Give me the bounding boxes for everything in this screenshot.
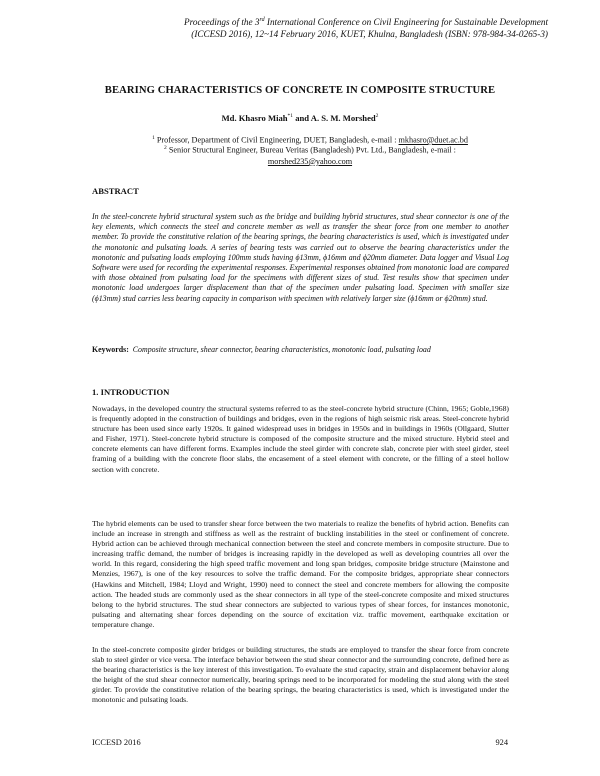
footer-page-number: 924	[495, 738, 508, 747]
email-link-1[interactable]: mkhasro@duet.ac.bd	[398, 135, 468, 145]
intro-paragraph-3: In the steel-concrete composite girder bridges or building structures, the studs are employed to transfer the shear force from concrete slab to steel girder or vice versa. The interface behavior between the stud shear connector and the surrounding concrete, defined here as the bearing characteristics is the key interest of this investigation. To evaluate the stud capacity, strain and displacement behavior along the height of the stud shear connector numerically, bearing springs need to be incorporated for modeling the stud along with the steel girder. To provide the constitutive relation of the bearing springs, the bearing characteristics is used, which is investigated under the monotonic and pulsating loads.	[92, 645, 509, 705]
author-line: Md. Khasro Miah$^{*1}$ and A. S. M. Morshed$^2$	[221, 113, 379, 123]
affiliation-1: $^1$ Professor, Department of Civil Engineering, DUET, Bangladesh, e-mail : mkhasro@duet.ac.bd	[152, 135, 468, 145]
affiliation-2: $^2$ Senior Structural Engineer, Bureau Veritas (Bangladesh) Pvt. Ltd., Bangladesh, e-mail : morshed235@yahoo.com	[164, 145, 456, 166]
abstract-text: In the steel-concrete hybrid structural system such as the bridge and building hybrid structures, stud shear connector is one of the key elements, which connects the steel and concrete member as well as transfer the shear force from one member to another member. To provide the constitutive relation of the bearing springs, the bearing characteristics is used, which is investigated under the monotonic and pulsating loads. A series of bearing tests was carried out to observe the bearing characteristics under the monotonic and pulsating loads employing 100mm studs having ϕ13mm, ϕ16mm and ϕ20mm diameter. Data logger and Visual Log Software were used for recording the experimental responses. Experimental responses obtained from monotonic load are compared with those obtained from pulsating load for the specimens with different sizes of stud. Test results show that specimen under monotonic load undergoes larger displacement than that of the specimen under pulsating load. Specimen with smaller size (ϕ13mm) stud carries less bearing capacity in comparison with specimen with relatively larger size (ϕ16mm or ϕ20mm) stud.	[92, 212, 509, 303]
keywords: Keywords: Composite structure, shear connector, bearing characteristics, monotonic load, pulsating load	[92, 345, 431, 354]
intro-paragraph-2: The hybrid elements can be used to transfer shear force between the two materials to realize the benefits of hybrid action. Benefits can include an increase in strength and stiffness as well as the restraint of buckling instabilities in the steel or confinement of concrete. Hybrid action can be achieved through mechanical connection between the steel and concrete members in composite structure. Due to increasing traffic demand, the number of bridges is increasing rapidly in the developed as well as developing countries all over the world. In this regard, considering the high speed traffic movement and long span bridges, composite bridge structure (Mainstone and Menzies, 1967), is one of the key resources to solve the traffic demand. For the composite bridges, appropriate shear connectors (Hawkins and Mitchell, 1984; Lloyd and Wright, 1990) need to connect the steel and concrete members for allowing the composite action. The headed studs are commonly used as the shear connectors in all type of the steel-concrete composite and mixed structures belong to the hybrid structures. The stud shear connectors are subjected to various types of shear forces, for instances monotonic, pulsating and alternating shear forces depending on the source of excitation viz. traffic movement, earthquake excitation or temperature change.	[92, 519, 509, 629]
email-link-2[interactable]: morshed235@yahoo.com	[267, 156, 353, 166]
introduction-heading: 1. INTRODUCTION	[92, 387, 170, 397]
header-line-2: (ICCESD 2016), 12~14 February 2016, KUET, Khulna, Bangladesh (ISBN: 978-984-34-0265-3)	[191, 29, 548, 40]
header-line-1: Proceedings of the 3rd International Conference on Civil Engineering for Sustainable Development	[184, 17, 548, 28]
abstract-heading: ABSTRACT	[92, 186, 139, 196]
intro-paragraph-1: Nowadays, in the developed country the structural systems referred to as the steel-concrete hybrid structure (Chinn, 1965; Goble,1968) is frequently adopted in the construction of buildings and bridges, even in the regions of high seismic risk areas. Steel-concrete hybrid structure has been used since early 1920s. It gained widespread uses in bridges in 1950s and in buildings in 1960s (Ollgaard, Slutter and Fisher, 1971). Steel-concrete hybrid structure is composed of the composite structure and the mixed structure. Hybrid steel and concrete elements can have different forms. Examples include the steel girder with concrete slab, concrete pier with steel girder, steel framing of a building with the concrete floor slabs, the encasement of a steel element with concrete, or the filling of a steel hollow section with concrete.	[92, 404, 509, 474]
running-header	[78, 14, 548, 40]
paper-title: BEARING CHARACTERISTICS OF CONCRETE IN COMPOSITE STRUCTURE	[104, 85, 496, 96]
footer-conference: ICCESD 2016	[92, 738, 141, 747]
